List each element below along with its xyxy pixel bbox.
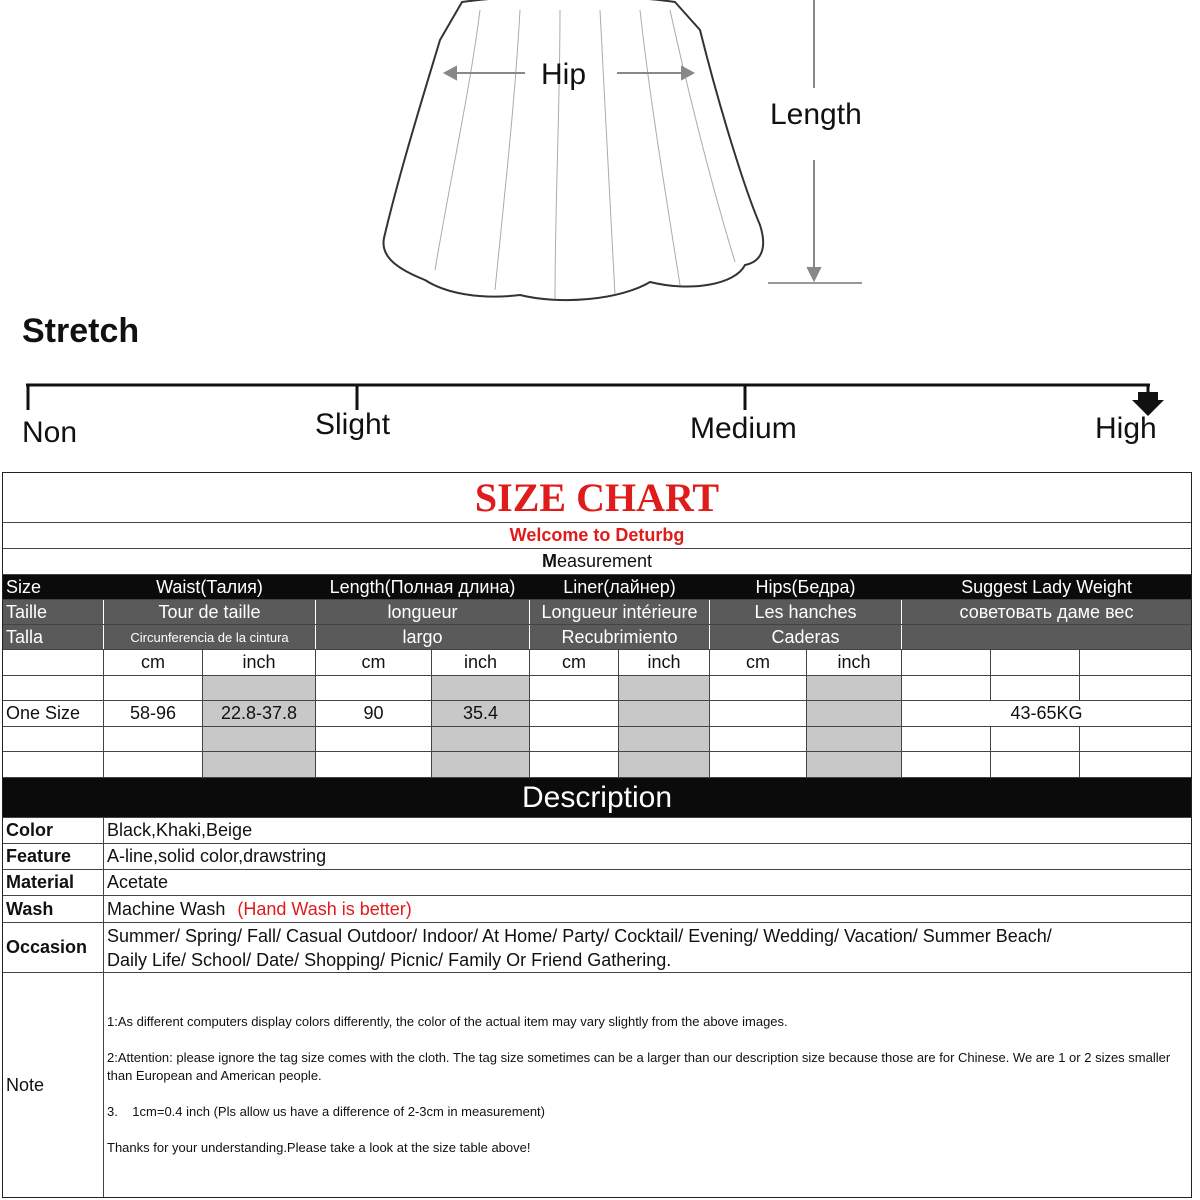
units-size-cell xyxy=(3,650,103,675)
feature-value: A-line,solid color,drawstring xyxy=(103,844,1191,869)
stretch-level-slight: Slight xyxy=(315,408,391,441)
wash-label: Wash xyxy=(6,898,54,919)
color-value: Black,Khaki,Beige xyxy=(103,818,1191,843)
table-cell xyxy=(529,752,618,777)
note-label: Note xyxy=(6,1074,45,1095)
table-cell xyxy=(806,752,901,777)
measurement-rest: easurement xyxy=(556,551,653,571)
header-row-en xyxy=(3,575,1191,600)
note-content xyxy=(103,973,1191,1197)
table-cell xyxy=(315,752,431,777)
header-es-liner: Recubrimiento xyxy=(529,625,709,649)
description-row-note xyxy=(3,973,1191,1197)
description-row-material xyxy=(3,870,1191,896)
occasion-value xyxy=(103,923,1191,972)
table-cell xyxy=(618,676,709,700)
unit-hips-cm: cm xyxy=(709,650,806,675)
table-cell xyxy=(709,676,806,700)
header-es-hips: Caderas xyxy=(709,625,901,649)
occasion-label: Occasion xyxy=(6,937,88,957)
header-fr-liner: Longueur intérieure xyxy=(529,600,709,624)
table-cell xyxy=(3,752,103,777)
unit-weight-b xyxy=(990,650,1079,675)
color-label: Color xyxy=(6,820,53,840)
description-row-feature xyxy=(3,844,1191,870)
table-cell xyxy=(103,676,202,700)
header-row-es xyxy=(3,625,1191,650)
stretch-level-non: Non xyxy=(22,416,78,449)
unit-waist-cm: cm xyxy=(103,650,202,675)
header-fr-size: Taille xyxy=(6,601,48,622)
description-row-occasion xyxy=(3,923,1191,973)
length-cm-value: 90 xyxy=(315,701,431,726)
units-row xyxy=(3,650,1191,676)
size-chart-title-row xyxy=(3,473,1191,523)
unit-hips-inch: inch xyxy=(806,650,901,675)
table-cell xyxy=(431,676,529,700)
unit-weight-c xyxy=(1079,650,1191,675)
table-row xyxy=(3,727,1191,752)
note-line-4: Thanks for your understanding.Please take a look at the size table above! xyxy=(107,1140,531,1155)
header-liner: Liner(лайнер) xyxy=(529,575,709,599)
note-line-2: 2:Attention: please ignore the tag size comes with the cloth. The tag size sometimes can be a larger than our description size because those are for Chinese. We are 1 or 2 sizes smaller than European and American people. xyxy=(107,1050,1171,1083)
table-cell xyxy=(529,701,618,726)
wash-value: Machine Wash xyxy=(107,898,226,919)
table-cell xyxy=(1079,752,1191,777)
top-section xyxy=(0,0,1200,470)
table-cell xyxy=(3,727,103,751)
header-length: Length(Полная длина) xyxy=(315,575,529,599)
size-value: One Size xyxy=(6,703,81,723)
header-fr-length: longueur xyxy=(315,600,529,624)
header-es-length: largo xyxy=(315,625,529,649)
measurement-row xyxy=(3,549,1191,575)
table-cell xyxy=(901,676,990,700)
table-cell xyxy=(618,701,709,726)
table-cell xyxy=(431,727,529,751)
table-cell xyxy=(806,701,901,726)
table-cell xyxy=(3,676,103,700)
table-cell xyxy=(990,752,1079,777)
unit-weight-a xyxy=(901,650,990,675)
material-value: Acetate xyxy=(103,870,1191,895)
table-cell xyxy=(806,676,901,700)
header-fr-waist: Tour de taille xyxy=(103,600,315,624)
welcome-text: Welcome to Deturbg xyxy=(509,525,685,545)
waist-inch-value: 22.8-37.8 xyxy=(202,701,315,726)
header-hips: Hips(Бедра) xyxy=(709,575,901,599)
weight-value: 43-65KG xyxy=(901,701,1191,726)
table-cell xyxy=(431,752,529,777)
table-cell xyxy=(709,752,806,777)
table-cell xyxy=(202,676,315,700)
size-chart-title: SIZE CHART xyxy=(474,475,720,520)
header-es-weight xyxy=(901,625,1191,649)
table-cell xyxy=(618,727,709,751)
wash-value-cell xyxy=(103,896,1191,922)
unit-length-inch: inch xyxy=(431,650,529,675)
table-cell xyxy=(315,676,431,700)
table-cell xyxy=(901,727,990,751)
unit-length-cm: cm xyxy=(315,650,431,675)
stretch-level-medium: Medium xyxy=(690,412,797,445)
table-cell xyxy=(990,676,1079,700)
table-row-one-size xyxy=(3,701,1191,727)
feature-label: Feature xyxy=(6,846,72,866)
table-cell xyxy=(529,676,618,700)
table-cell xyxy=(103,752,202,777)
unit-waist-inch: inch xyxy=(202,650,315,675)
table-cell xyxy=(202,727,315,751)
measurement-label xyxy=(3,549,1191,574)
header-fr-hips: Les hanches xyxy=(709,600,901,624)
stretch-level-high: High xyxy=(1095,412,1157,445)
table-cell xyxy=(806,727,901,751)
table-cell xyxy=(103,727,202,751)
note-line-1: 1:As different computers display colors differently, the color of the actual item may vary slightly from the above images. xyxy=(107,1014,788,1029)
wash-note: (Hand Wash is better) xyxy=(237,898,412,919)
table-cell xyxy=(901,752,990,777)
header-weight: Suggest Lady Weight xyxy=(901,575,1191,599)
table-cell xyxy=(1079,727,1191,751)
stretch-title: Stretch xyxy=(22,312,140,350)
welcome-row xyxy=(3,523,1191,549)
description-row-wash xyxy=(3,896,1191,923)
header-waist: Waist(Талия) xyxy=(103,575,315,599)
table-row xyxy=(3,676,1191,701)
description-header-row xyxy=(3,778,1191,818)
table-cell xyxy=(1079,676,1191,700)
table-cell xyxy=(202,752,315,777)
skirt-pleat-lines xyxy=(435,10,735,300)
measurement-prefix: M xyxy=(541,551,557,571)
length-label: Length xyxy=(770,98,862,131)
table-cell xyxy=(990,727,1079,751)
description-title: Description xyxy=(521,780,673,814)
size-chart-sheet xyxy=(2,472,1192,1198)
note-line-3: 3. 1cm=0.4 inch (Pls allow us have a difference of 2-3cm in measurement) xyxy=(107,1104,545,1119)
skirt-diagram xyxy=(0,0,1200,470)
description-row-color xyxy=(3,818,1191,844)
table-cell xyxy=(618,752,709,777)
hip-label: Hip xyxy=(541,58,587,91)
header-size: Size xyxy=(6,576,42,597)
waist-cm-value: 58-96 xyxy=(103,701,202,726)
material-label: Material xyxy=(6,872,75,892)
header-es-size: Talla xyxy=(6,626,44,647)
unit-liner-cm: cm xyxy=(529,650,618,675)
table-cell xyxy=(529,727,618,751)
skirt-outline-icon xyxy=(383,0,763,300)
table-cell xyxy=(709,701,806,726)
table-cell xyxy=(315,727,431,751)
length-arrow xyxy=(768,0,862,283)
unit-liner-inch: inch xyxy=(618,650,709,675)
header-es-waist: Circunferencia de la cintura xyxy=(103,625,315,649)
header-row-fr xyxy=(3,600,1191,625)
table-cell xyxy=(709,727,806,751)
length-inch-value: 35.4 xyxy=(431,701,529,726)
occasion-line-1: Summer/ Spring/ Fall/ Casual Outdoor/ Indoor/ At Home/ Party/ Cocktail/ Evening/ Wedding/ Vacation/ Summer Beach/ xyxy=(107,925,1052,946)
header-fr-weight: советовать даме вес xyxy=(901,600,1191,624)
stretch-scale xyxy=(26,385,1150,410)
table-row xyxy=(3,752,1191,778)
occasion-line-2: Daily Life/ School/ Date/ Shopping/ Picnic/ Family Or Friend Gathering. xyxy=(107,949,672,970)
